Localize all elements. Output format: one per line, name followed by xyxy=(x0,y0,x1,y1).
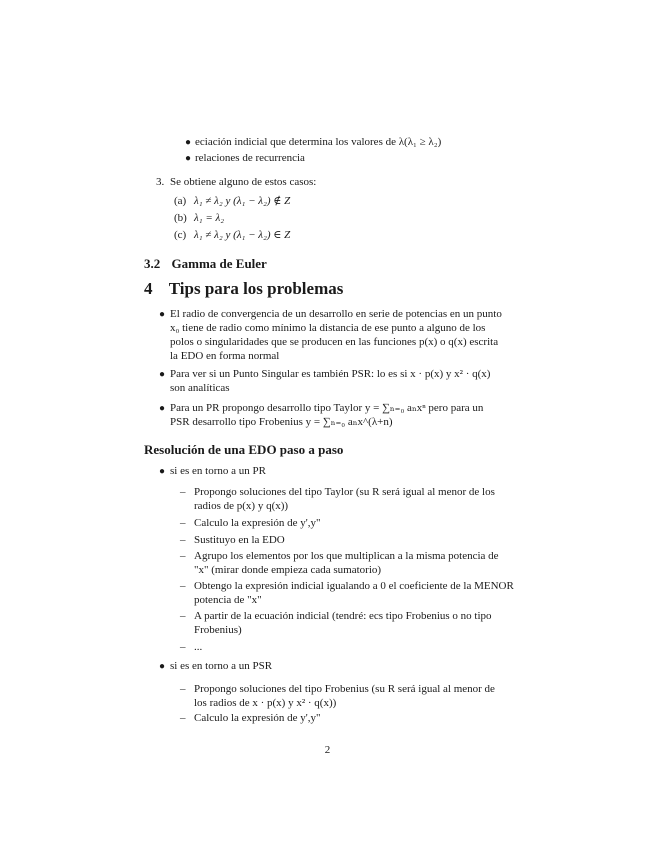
tip-item xyxy=(170,307,502,363)
step-line: potencia de "x" xyxy=(194,594,262,606)
section-number: 4 xyxy=(144,279,153,298)
dash-icon: – xyxy=(180,712,186,724)
step-item xyxy=(194,485,495,513)
section-heading xyxy=(144,256,267,272)
step-line: Propongo soluciones del tipo Frobenius (su R será igual al menor de xyxy=(194,683,495,695)
dash-icon: – xyxy=(180,517,186,529)
bullet-icon: ● xyxy=(159,369,166,380)
step-item: ... xyxy=(194,641,203,653)
item-number: 3. xyxy=(156,176,165,188)
tip-line: PSR desarrollo tipo Frobenius y = ∑ₙ₌₀ aₙx^(λ+n) xyxy=(170,416,393,428)
step-item: Calculo la expresión de y',y" xyxy=(194,517,321,529)
step-line: radios de p(x) y q(x)) xyxy=(194,500,289,512)
case-text: λ₁ ≠ λ₂ y (λ₁ − λ₂) ∉ Z xyxy=(194,195,291,207)
pr-label: si es en torno a un PR xyxy=(170,465,266,477)
page-number: 2 xyxy=(324,744,331,756)
tip-line: Para un PR propongo desarrollo tipo Taylor y = ∑ₙ₌₀ aₙxⁿ pero para un xyxy=(170,402,484,414)
bullet-icon: ● xyxy=(185,153,192,164)
list-top-item-1: eciación indicial que determina los valores de λ(λ₁ ≥ λ₂) xyxy=(195,136,442,148)
section-heading xyxy=(144,279,343,299)
tip-line: Para ver si un Punto Singular es también PSR: lo es si x · p(x) y x² · q(x) xyxy=(170,368,491,380)
step-item xyxy=(194,579,514,607)
section-title: Gamma de Euler xyxy=(171,256,267,271)
step-line: Agrupo los elementos por los que multiplican a la misma potencia de xyxy=(194,550,499,562)
step-item: Calculo la expresión de y',y" xyxy=(194,712,321,724)
dash-icon: – xyxy=(180,486,186,498)
step-item: Sustituyo en la EDO xyxy=(194,534,285,546)
tip-line: la EDO en forma normal xyxy=(170,350,280,362)
dash-icon: – xyxy=(180,534,186,546)
bullet-icon: ● xyxy=(185,137,192,148)
dash-icon: – xyxy=(180,580,186,592)
dash-icon: – xyxy=(180,683,186,695)
dash-icon: – xyxy=(180,610,186,622)
case-label: (c) xyxy=(174,229,187,241)
tip-line: El radio de convergencia de un desarrollo en serie de potencias en un punto xyxy=(170,308,502,320)
step-line: Obtengo la expresión indicial igualando a 0 el coeficiente de la MENOR xyxy=(194,580,514,592)
step-line: A partir de la ecuación indicial (tendré: ecs tipo Frobenius o no tipo xyxy=(194,610,492,622)
section-title: Tips para los problemas xyxy=(168,279,344,298)
case-label: (b) xyxy=(174,212,187,224)
item-text: Se obtiene alguno de estos casos: xyxy=(170,176,317,188)
case-label: (a) xyxy=(174,195,187,207)
step-line: Propongo soluciones del tipo Taylor (su R será igual al menor de los xyxy=(194,486,495,498)
dash-icon: – xyxy=(180,641,186,653)
step-line: "x" (mirar donde empieza cada sumatorio) xyxy=(194,564,382,576)
bullet-icon: ● xyxy=(159,309,166,320)
list-top-item-2: relaciones de recurrencia xyxy=(195,152,305,164)
bullet-icon: ● xyxy=(159,466,166,477)
tip-line: x₀ tiene de radio como mínimo la distancia de ese punto a alguno de los xyxy=(170,322,486,334)
tip-line: son analíticas xyxy=(170,382,230,394)
case-text: λ₁ ≠ λ₂ y (λ₁ − λ₂) ∈ Z xyxy=(194,229,291,241)
case-text: λ₁ = λ₂ xyxy=(194,212,225,224)
section-number: 3.2 xyxy=(144,256,161,271)
step-item xyxy=(194,549,499,577)
bullet-icon: ● xyxy=(159,661,166,672)
tip-item xyxy=(170,401,483,429)
step-item xyxy=(194,682,495,710)
tip-item xyxy=(170,367,490,395)
step-line: los radios de x · p(x) y x² · q(x)) xyxy=(194,697,337,709)
bullet-icon: ● xyxy=(159,403,166,414)
dash-icon: – xyxy=(180,550,186,562)
step-item xyxy=(194,609,492,637)
subsection-heading: Resolución de una EDO paso a paso xyxy=(144,442,344,457)
tip-line: polos o singularidades que se producen en las funciones p(x) o q(x) escrita xyxy=(170,336,499,348)
step-line: Frobenius) xyxy=(194,624,242,636)
psr-label: si es en torno a un PSR xyxy=(170,660,273,672)
